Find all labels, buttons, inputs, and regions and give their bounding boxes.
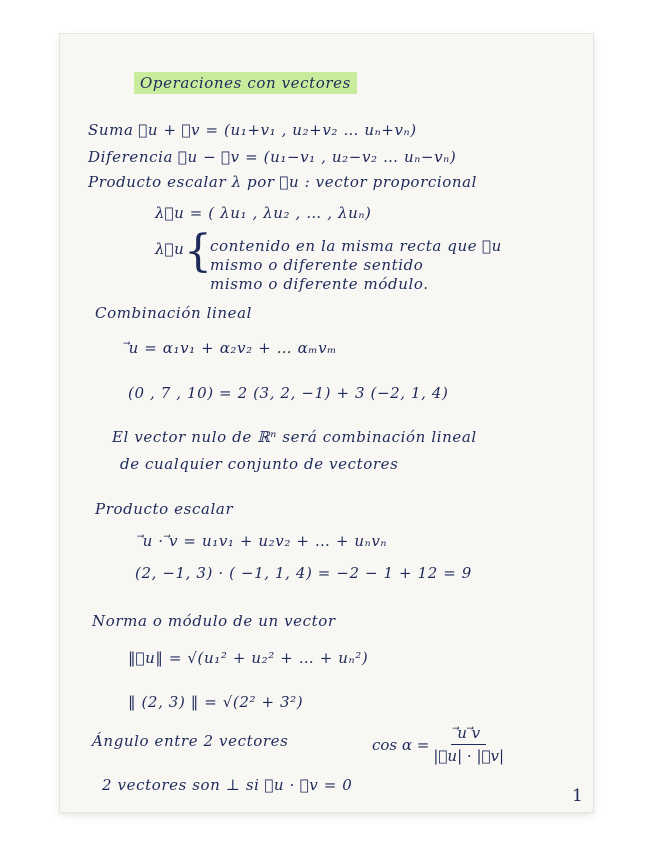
vector-nulo-line-1: El vector nulo de ℝⁿ será combinación lineal xyxy=(112,428,477,446)
brace-line-3: mismo o diferente módulo. xyxy=(210,275,429,293)
cos-label: cos α = xyxy=(372,735,430,754)
diferencia-line: Diferencia ⃗u − ⃗v = (u₁−v₁ , u₂−v₂ … uₙ−vₙ) xyxy=(88,148,457,166)
brace-line-2: mismo o diferente sentido xyxy=(210,256,424,274)
vector-nulo-line-2: de cualquier conjunto de vectores xyxy=(120,455,399,473)
cos-numerator: ⃗u ⃗v xyxy=(451,724,486,745)
notebook-page xyxy=(60,34,593,812)
norma-example: ‖ (2, 3) ‖ = √(2² + 3²) xyxy=(128,693,304,711)
norma-formula: ‖⃗u‖ = √(u₁² + u₂² + … + uₙ²) xyxy=(128,649,369,667)
cos-formula xyxy=(372,724,504,765)
perpendicular-line: 2 vectores son ⊥ si ⃗u · ⃗v = 0 xyxy=(102,776,353,794)
combinacion-formula: ⃗u = α₁v₁ + α₂v₂ + … αₘvₘ xyxy=(128,339,338,357)
lambda-u-formula: λ⃗u = ( λu₁ , λu₂ , … , λuₙ) xyxy=(155,204,372,222)
producto-escalar-example: (2, −1, 3) · ( −1, 1, 4) = −2 − 1 + 12 = 9 xyxy=(135,564,472,582)
cos-fraction xyxy=(433,724,504,765)
page-title xyxy=(134,74,357,92)
combinacion-heading: Combinación lineal xyxy=(95,304,253,322)
combinacion-example: (0 , 7 , 10) = 2 (3, 2, −1) + 3 (−2, 1, 4) xyxy=(128,384,449,402)
producto-escalar-formula: ⃗u · ⃗v = u₁v₁ + u₂v₂ + … + uₙvₙ xyxy=(142,532,388,550)
angulo-heading: Ángulo entre 2 vectores xyxy=(92,732,289,750)
producto-lambda-line: Producto escalar λ por ⃗u : vector proporcional xyxy=(88,173,478,191)
cos-denominator: |⃗u| · |⃗v| xyxy=(433,747,505,765)
producto-escalar-heading: Producto escalar xyxy=(95,500,234,518)
suma-line: Suma ⃗u + ⃗v = (u₁+v₁ , u₂+v₂ … uₙ+vₙ) xyxy=(88,121,417,139)
lambda-u-short: λ⃗u xyxy=(155,240,185,258)
page-number: 1 xyxy=(572,786,583,806)
brace-line-1: contenido en la misma recta que ⃗u xyxy=(210,237,502,255)
left-brace-icon: { xyxy=(184,226,212,277)
norma-heading: Norma o módulo de un vector xyxy=(92,612,336,630)
title-highlight: Operaciones con vectores xyxy=(134,72,357,94)
